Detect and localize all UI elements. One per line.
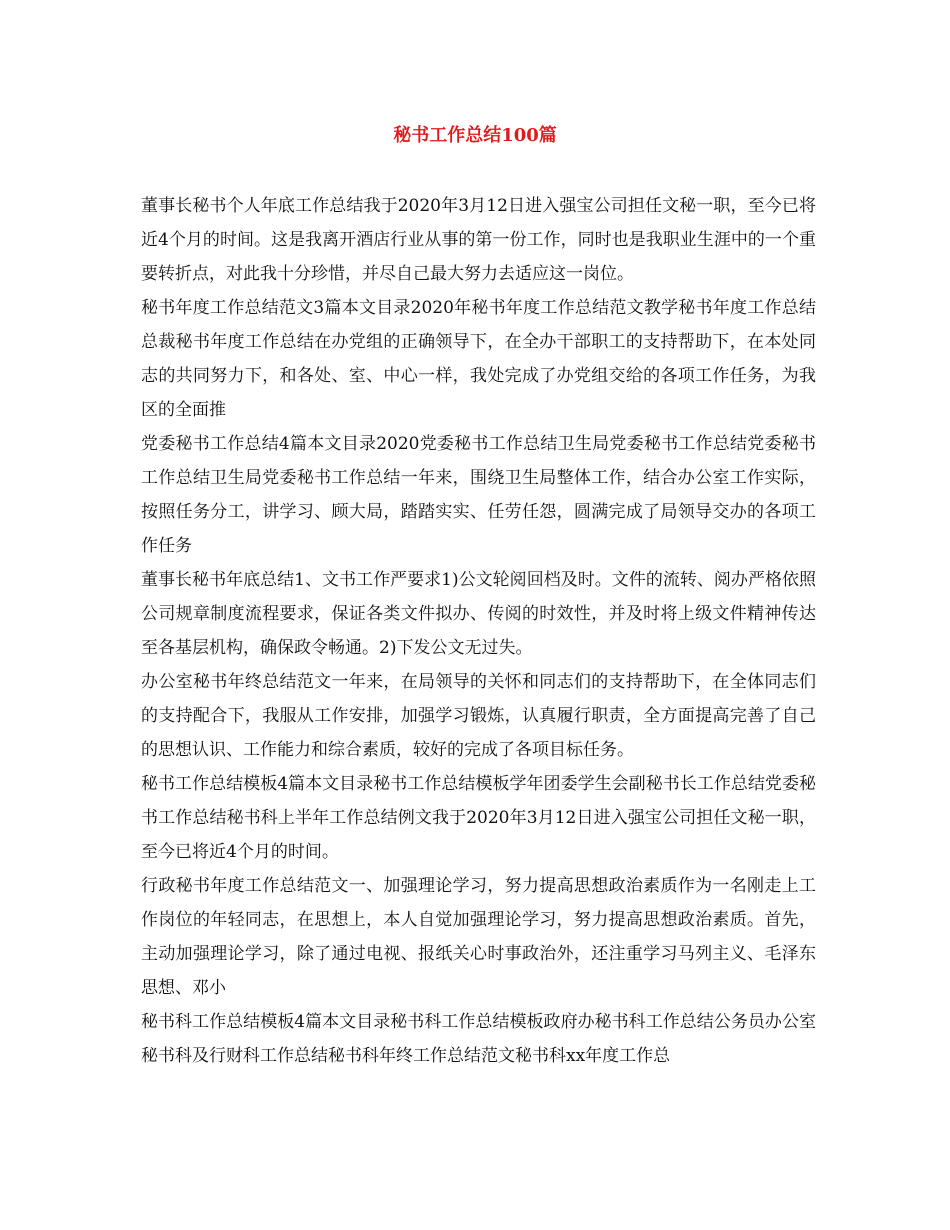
paragraph-4: 董事长秘书年底总结1、文书工作严要求1)公文轮阅回档及时。文件的流转、阅办严格依照公司规章制度流程要求，保证各类文件拟办、传阅的时效性，并及时将上级文件精神传达至各基层机构，确保政令畅通。2)下发公文无过失。	[141, 570, 816, 658]
paragraph-3: 党委秘书工作总结4篇本文目录2020党委秘书工作总结卫生局党委秘书工作总结党委秘书工作总结卫生局党委秘书工作总结一年来，围绕卫生局整体工作，结合办公室工作实际，按照任务分工，讲学习、顾大局，踏踏实实、任劳任怨，圆满完成了局领导交办的各项工作任务	[141, 434, 816, 556]
paragraph-5: 办公室秘书年终总结范文一年来，在局领导的关怀和同志们的支持帮助下，在全体同志们的支持配合下，我服从工作安排，加强学习锻炼，认真履行职责，全方面提高完善了自己的思想认识、工作能力和综合素质，较好的完成了各项目标任务。	[141, 672, 816, 760]
paragraph-1: 董事长秘书个人年底工作总结我于2020年3月12日进入强宝公司担任文秘一职，至今已将近4个月的时间。这是我离开酒店行业从事的第一份工作，同时也是我职业生涯中的一个重要转折点，对此我十分珍惜，并尽自己最大努力去适应这一岗位。	[141, 196, 816, 284]
paragraph-2: 秘书年度工作总结范文3篇本文目录2020年秘书年度工作总结范文教学秘书年度工作总结总裁秘书年度工作总结在办党组的正确领导下，在全办干部职工的支持帮助下，在本处同志的共同努力下，和各处、室、中心一样，我处完成了办党组交给的各项工作任务，为我区的全面推	[141, 298, 816, 420]
paragraph-6: 秘书工作总结模板4篇本文目录秘书工作总结模板学年团委学生会副秘书长工作总结党委秘书工作总结秘书科上半年工作总结例文我于2020年3月12日进入强宝公司担任文秘一职，至今已将近4个月的时间。	[141, 774, 816, 862]
document-title: 秘书工作总结100篇	[393, 125, 557, 146]
document-body	[141, 189, 816, 1073]
paragraph-8: 秘书科工作总结模板4篇本文目录秘书科工作总结模板政府办秘书科工作总结公务员办公室秘书科及行财科工作总结秘书科年终工作总结范文秘书科xx年度工作总	[141, 1012, 816, 1066]
paragraph-7: 行政秘书年度工作总结范文一、加强理论学习，努力提高思想政治素质作为一名刚走上工作岗位的年轻同志，在思想上，本人自觉加强理论学习，努力提高思想政治素质。首先，主动加强理论学习，除了通过电视、报纸关心时事政治外，还注重学习马列主义、毛泽东思想、邓小	[141, 876, 816, 998]
